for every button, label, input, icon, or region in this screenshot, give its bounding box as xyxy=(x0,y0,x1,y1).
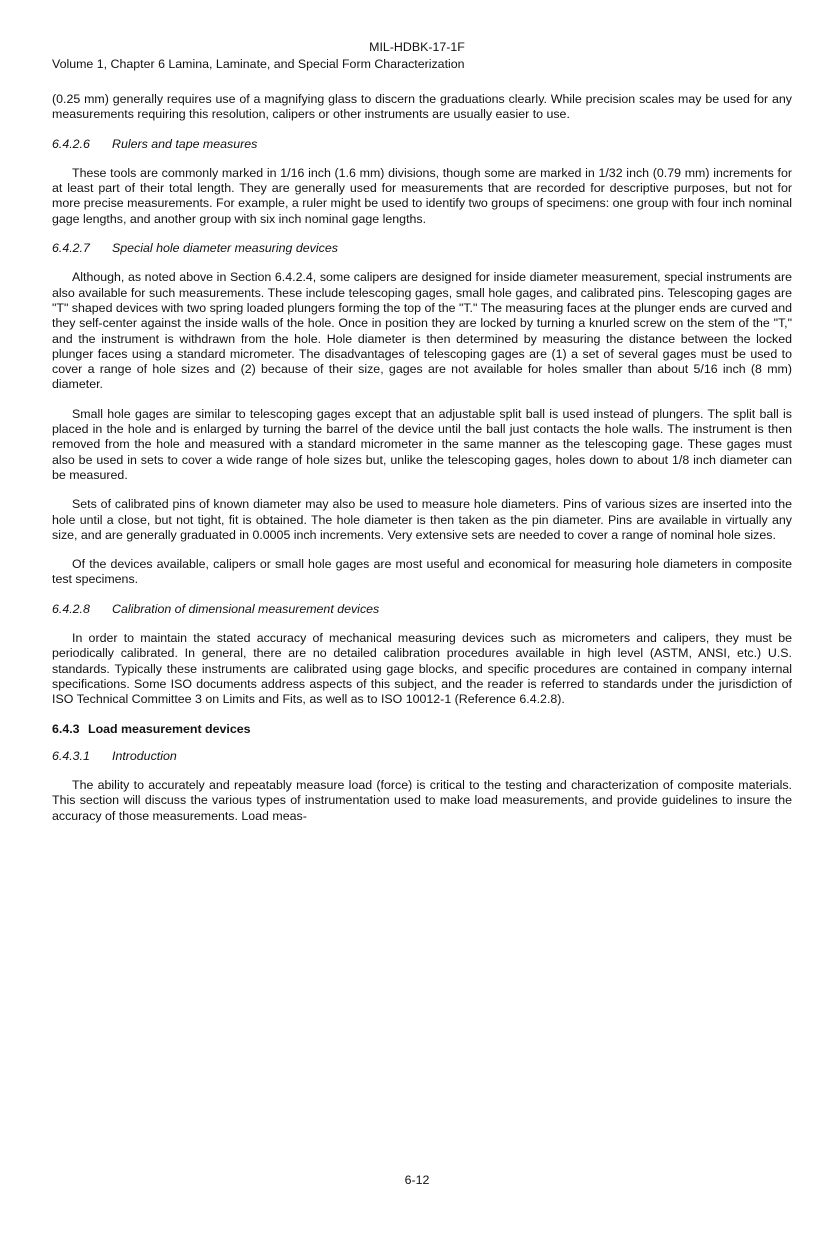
paragraph-rulers: These tools are commonly marked in 1/16 inch (1.6 mm) divisions, though some are marked in 1/32 inch (0.79 mm) increments for at least part of their total length. They are generally used for measurements that are recorded for descriptive purposes, but not for more precise measurements. For example, a ruler might be used to identify two groups of specimens: one group with four inch nominal gage lengths, and another group with six inch nominal gage lengths. xyxy=(52,165,792,226)
paragraph-telescoping-gages: Although, as noted above in Section 6.4.2.4, some calipers are designed for inside diameter measurement, special instruments are also available for such measurements. These include telescoping gages, small hole gages, and calibrated pins. Telescoping gages are "T" shaped devices with two spring loaded plungers forming the top of the "T." The measuring faces at the plunger ends are curved and they self-center against the inside walls of the hole. Once in position they are locked by turning a knurled screw on the stem of the "T," and the instrument is withdrawn from the hole. Hole diameter is then determined by measuring the distance between the locked plunger faces using a standard micrometer. The disadvantages of telescoping gages are (1) a set of several gages must be used to cover a range of hole sizes and (2) because of their size, gages are not available for holes smaller than about 5/16 inch (8 mm) diameter. xyxy=(52,270,792,392)
section-title: Introduction xyxy=(112,748,177,763)
section-number: 6.4.2.6 xyxy=(52,136,90,151)
section-heading-6-4-2-8 xyxy=(52,602,792,617)
section-heading-6-4-3 xyxy=(52,722,792,737)
section-heading-6-4-3-1 xyxy=(52,749,792,764)
section-title: Rulers and tape measures xyxy=(112,136,258,151)
section-title: Calibration of dimensional measurement devices xyxy=(112,601,380,616)
paragraph-load-introduction: The ability to accurately and repeatably measure load (force) is critical to the testing and characterization of composite materials. This section will discuss the various types of instrumentation used to make load measurements, and provide guidelines to insure the accuracy of those measurements. Load meas- xyxy=(52,778,792,823)
page-number: 6-12 xyxy=(404,1173,430,1187)
document-id: MIL-HDBK-17-1F xyxy=(369,40,465,54)
paragraph-calibration: In order to maintain the stated accuracy of mechanical measuring devices such as micrometers and calipers, they must be periodically calibrated. In general, there are no detailed calibration procedures available in high level (ASTM, ANSI, etc.) U.S. standards. Typically these instruments are calibrated using gage blocks, and specific procedures are contained in company internal specifications. Some ISO documents address aspects of this subject, and the reader is referred to standards under the jurisdiction of ISO Technical Committee 3 on Limits and Fits, as well as to ISO 10012-1 (Reference 6.4.2.8). xyxy=(52,631,792,707)
section-number: 6.4.3.1 xyxy=(52,748,90,763)
body-text xyxy=(52,92,792,838)
section-title: Load measurement devices xyxy=(88,721,251,736)
section-heading-6-4-2-7 xyxy=(52,241,792,256)
paragraph-calibrated-pins: Sets of calibrated pins of known diameter may also be used to measure hole diameters. Pins of various sizes are inserted into the hole until a close, but not tight, fit is obtained. The hole diameter is then taken as the pin diameter. Pins are available in virtually any size, and are generally graduated in 0.0005 inch increments. Very extensive sets are needed to cover a range of nominal hole sizes. xyxy=(52,497,792,542)
paragraph-small-hole-gages: Small hole gages are similar to telescoping gages except that an adjustable split ball is used instead of plungers. The split ball is placed in the hole and is enlarged by turning the barrel of the device until the ball just contacts the hole walls. The instrument is then removed from the hole and measured with a standard micrometer in the same manner as the telescoping gage. These gages must also be used in sets to cover a wide range of hole sizes but, unlike the telescoping gages, holes down to about 1/8 inch diameter can be measured. xyxy=(52,406,792,482)
paragraph-device-summary: Of the devices available, calipers or small hole gages are most useful and economical for measuring hole diameters in composite test specimens. xyxy=(52,557,792,587)
section-heading-6-4-2-6 xyxy=(52,137,792,152)
paragraph-continuation: (0.25 mm) generally requires use of a magnifying glass to discern the graduations clearly. While precision scales may be used for any measurements requiring this resolution, calipers or other instruments are usually easier to use. xyxy=(52,92,792,122)
section-number: 6.4.2.7 xyxy=(52,241,90,256)
section-number: 6.4.2.8 xyxy=(52,601,90,616)
section-title: Special hole diameter measuring devices xyxy=(112,241,338,256)
section-number: 6.4.3 xyxy=(52,721,80,736)
chapter-header: Volume 1, Chapter 6 Lamina, Laminate, and Special Form Characterization xyxy=(52,57,465,71)
